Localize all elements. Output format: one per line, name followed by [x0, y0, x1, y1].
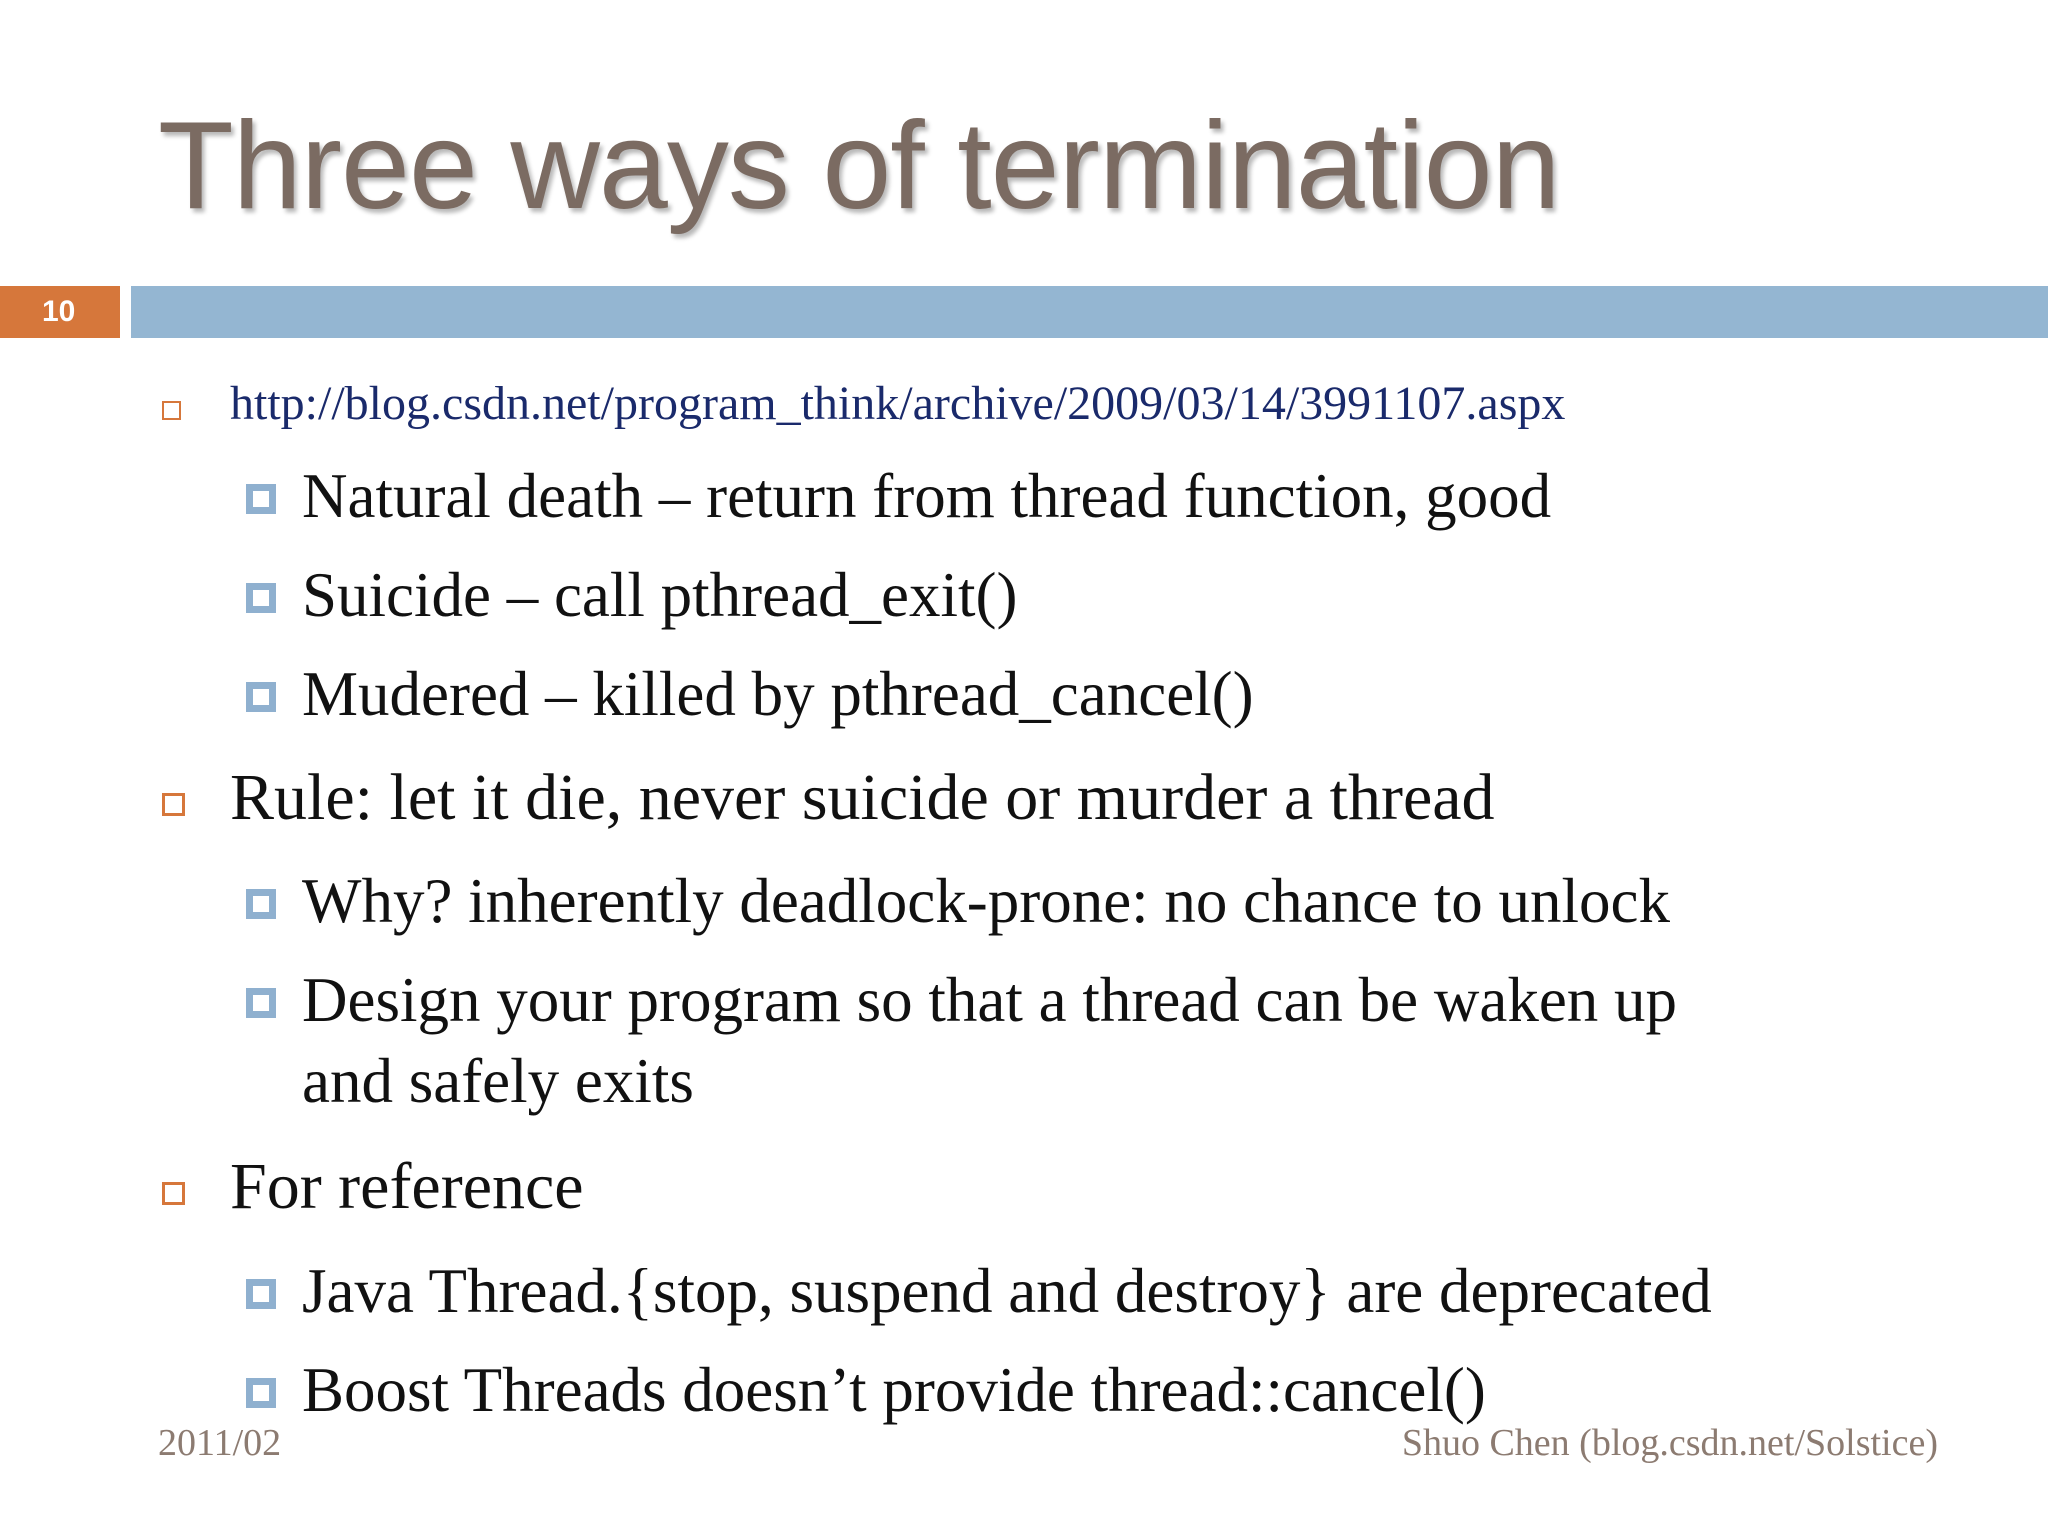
square-bullet-icon: [162, 401, 181, 420]
square-bullet-icon: [246, 988, 276, 1018]
square-bullet-icon: [246, 889, 276, 919]
sub-bullet-text: Boost Threads doesn’t provide thread::cancel(): [302, 1355, 1486, 1425]
square-bullet-icon: [246, 484, 276, 514]
bullet-text: For reference: [230, 1150, 584, 1223]
sub-bullet-text-continued: and safely exits: [302, 1046, 694, 1116]
square-bullet-icon: [246, 1279, 276, 1309]
sub-bullet-text: Mudered – killed by pthread_cancel(): [302, 659, 1254, 729]
reference-link[interactable]: http://blog.csdn.net/program_think/archive/2009/03/14/3991107.aspx: [230, 377, 1566, 430]
square-bullet-icon: [246, 682, 276, 712]
square-bullet-icon: [246, 1378, 276, 1408]
slide-number: 10: [0, 286, 120, 338]
footer-author: Shuo Chen (blog.csdn.net/Solstice): [1401, 1422, 1938, 1464]
footer-date: 2011/02: [158, 1422, 282, 1464]
bullet-text: Rule: let it die, never suicide or murder a thread: [230, 761, 1495, 834]
sub-bullet-text: Suicide – call pthread_exit(): [302, 560, 1018, 630]
sub-bullet-text: Java Thread.{stop, suspend and destroy} are deprecated: [302, 1256, 1712, 1326]
square-bullet-icon: [162, 793, 185, 816]
square-bullet-icon: [246, 583, 276, 613]
sub-bullet-text: Design your program so that a thread can be waken up: [302, 965, 1678, 1035]
square-bullet-icon: [162, 1182, 185, 1205]
slide-title: Three ways of termination: [158, 97, 1560, 235]
sub-bullet-text: Why? inherently deadlock-prone: no chance to unlock: [302, 866, 1670, 936]
sub-bullet-text: Natural death – return from thread function, good: [302, 461, 1552, 531]
